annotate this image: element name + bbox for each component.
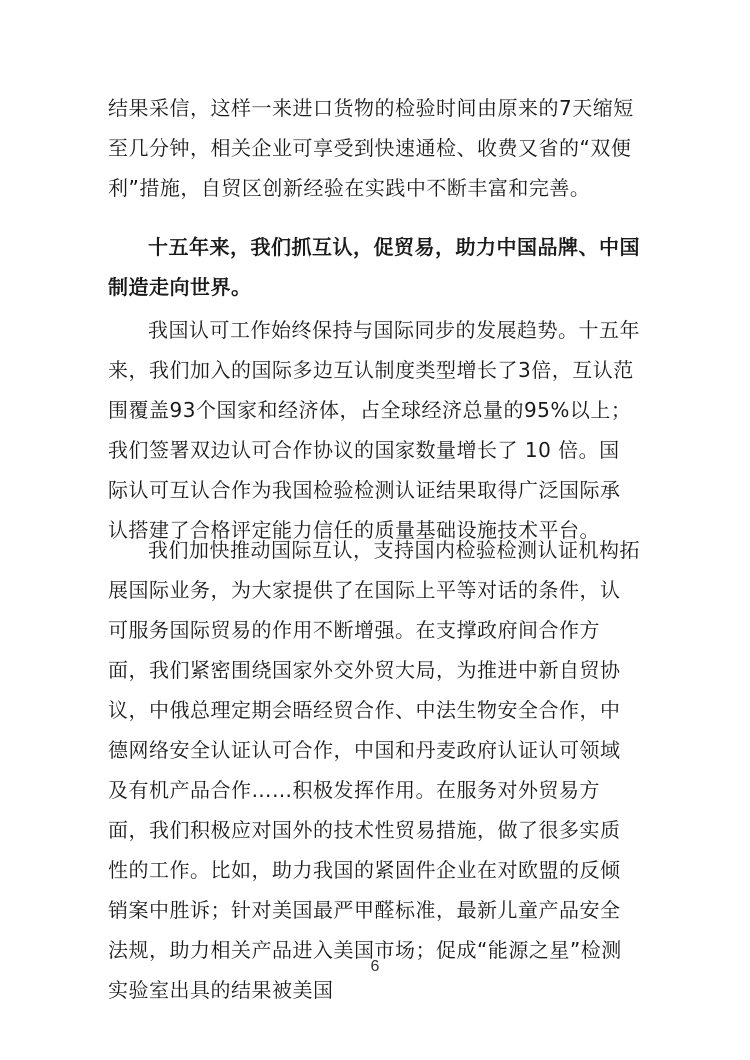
paragraph-continuation: 结果采信，这样一来进口货物的检验时间由原来的7天缩短至几分钟，相关企业可享受到快速通检、收费又省的“双便利”措施，自贸区创新经验在实践中不断丰富和完善。: [108, 96, 634, 200]
paragraph-international-recognition: 我们加快推动国际互认，支持国内检验检测认证机构拓展国际业务，为大家提供了在国际上平等对话的条件，认可服务国际贸易的作用不断增强。在支撑政府间合作方面，我们紧密围绕国家外交外贸大局，为推进中新自贸协议，中俄总理定期会晤经贸合作、中法生物安全合作，中德网络安全认证认可合作，中国和丹麦政府认证认可领域及有机产品合作……积极发挥作用。在服务对外贸易方面，我们积极应对国外的技术性贸易措施，做了很多实质性的工作。比如，助力我国的紧固件企业在对欧盟的反倾销案中胜诉；针对美国最严甲醛标准，最新儿童产品安全法规，助力相关产品进入美国市场；促成“能源之星”检测实验室出具的结果被美国: [108, 538, 640, 1002]
paragraph-accreditation-trend: 我国认可工作始终保持与国际同步的发展趋势。十五年来，我们加入的国际多边互认制度类型增长了3倍，互认范围覆盖93个国家和经济体，占全球经济总量的95%以上；我们签署双边认可合作协议的国家数量增长了 10 倍。国际认可互认合作为我国检验检测认证结果取得广泛国际承认搭建了合格评定能力信任的质量基础设施技术平台。: [108, 318, 640, 542]
page-number: 6: [370, 958, 380, 975]
section-heading: 十五年来，我们抓互认，促贸易，助力中国品牌、中国制造走向世界。: [108, 235, 640, 299]
